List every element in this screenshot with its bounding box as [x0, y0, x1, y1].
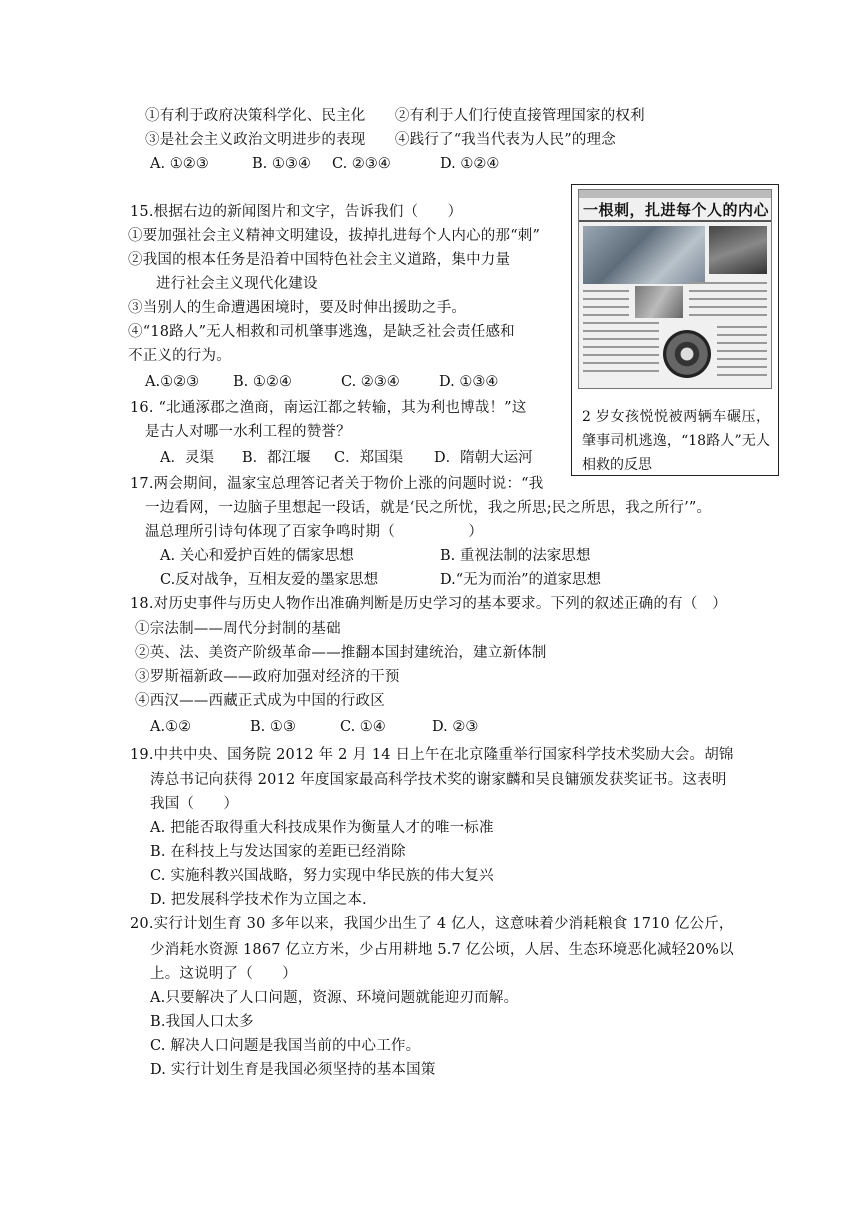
q14-option-b: B. ①③④: [252, 156, 311, 172]
text-column-line: [717, 342, 767, 344]
q17-option-b: B. 重视法制的法家思想: [440, 548, 591, 564]
q15-item-2: ②我国的根本任务是沿着中国特色社会主义道路，集中力量: [128, 252, 511, 268]
q18-item-1: ①宗法制——周代分封制的基础: [135, 621, 341, 637]
q15-item-3: ③当别人的生命遭遇困境时，要及时伸出援助之手。: [128, 300, 467, 316]
q17-line-1: 17.两会期间，温家宝总理答记者关于物价上涨的问题时说：“我: [130, 476, 544, 492]
q17-line-2: 一边看网，一边脑子里想起一段话，就是‘民之所忧，我之所思;民之所思，我之所行’”。: [145, 500, 712, 516]
q16-option-a: A．灵渠: [160, 450, 214, 466]
q20-option-b: B.我国人口太多: [150, 1014, 254, 1030]
q15-options: [145, 372, 545, 392]
text-column-line: [717, 350, 767, 352]
q18-item-2: ②英、法、美资产阶级革命——推翻本国封建统治，建立新体制: [135, 645, 547, 661]
q19-option-b: B. 在科技上与发达国家的差距已经消除: [150, 844, 406, 860]
q16-option-c: C．郑国渠: [334, 450, 404, 466]
q14-option-d: D. ①②④: [440, 156, 500, 172]
q18-options: [150, 717, 550, 737]
q16-option-d: D．隋朝大运河: [434, 450, 533, 466]
q15-item-1: ①要加强社会主义精神文明建设，拔掉扎进每个人内心的那“刺”: [128, 228, 541, 244]
text-column-line: [583, 306, 629, 308]
q20-line-1: 20.实行计划生育 30 多年以来，我国少出生了 4 亿人，这意味着少消耗粮食 1710 亿公斤，: [130, 916, 734, 932]
q14-option-a: A. ①②③: [150, 156, 209, 172]
text-column-line: [583, 298, 629, 300]
q18-option-b: B. ①③: [250, 719, 296, 735]
q15-item-2-cont: 进行社会主义现代化建设: [156, 276, 318, 292]
q15-stem: 15.根据右边的新闻图片和文字，告诉我们（ ）: [130, 204, 463, 220]
q14-line-1: ①有利于政府决策科学化、民主化 ②有利于人们行使直接管理国家的权利: [145, 108, 645, 124]
text-column-line: [583, 314, 629, 316]
q19-option-a: A. 把能否取得重大科技成果作为衡量人才的唯一标准: [150, 820, 494, 836]
q20-option-c: C. 解决人口问题是我国当前的中心工作。: [150, 1038, 421, 1054]
text-column-line: [717, 334, 767, 336]
q20-line-2: 少消耗水资源 1867 亿立方米，少占用耕地 5.7 亿公顷，人居、生态环境恶化减轻20%以: [150, 942, 734, 958]
text-column-line: [689, 298, 767, 300]
q15-item-4-cont: 不正义的行为。: [128, 348, 231, 364]
q15-option-a: A.①②③: [145, 374, 200, 390]
news-photo-side: [709, 226, 767, 274]
q18-option-c: C. ①④: [340, 719, 386, 735]
q14-option-c: C. ②③④: [332, 156, 391, 172]
q19-option-c: C. 实施科教兴国战略，努力实现中华民族的伟大复兴: [150, 868, 494, 884]
q18-stem: 18.对历史事件与历史人物作出准确判断是历史学习的基本要求。下列的叙述正确的有（ ）: [130, 596, 727, 612]
q17-option-c: C.反对战争，互相友爱的墨家思想: [160, 572, 379, 588]
q19-option-d: D. 把发展科学技术作为立国之本.: [150, 892, 367, 908]
q17-options-row-2: [160, 570, 760, 590]
text-column-line: [583, 354, 659, 356]
news-photo: [578, 189, 772, 389]
q20-option-d: D. 实行计划生育是我国必须坚持的基本国策: [150, 1062, 436, 1078]
news-headline: 一根刺，扎进每个人的内心: [583, 201, 770, 219]
news-photo-small: [635, 286, 683, 318]
q19-line-2: 涛总书记向获得 2012 年度国家最高科学技术奖的谢家麟和吴良镛颁发获奖证书。这表明: [150, 772, 727, 788]
q18-item-4: ④西汉——西藏正式成为中国的行政区: [135, 693, 385, 709]
q16-option-b: B．都江堰: [242, 450, 311, 466]
q15-item-4: ④“18路人”无人相救和司机肇事逃逸，是缺乏社会责任感和: [128, 324, 515, 340]
q20-line-3: 上。这说明了（ ）: [150, 966, 297, 982]
q18-item-3: ③罗斯福新政——政府加强对经济的干预: [135, 669, 400, 685]
text-column-line: [583, 338, 659, 340]
newspaper-masthead: [579, 190, 771, 198]
q19-line-3: 我国（ ）: [150, 796, 239, 812]
text-column-line: [689, 290, 767, 292]
q18-option-a: A.①②: [150, 719, 192, 735]
q16-options: [160, 448, 560, 468]
text-column-line: [717, 358, 767, 360]
tire-image: [663, 330, 711, 378]
text-column-line: [717, 326, 767, 328]
news-caption: 2 岁女孩悦悦被两辆车碾压，肇事司机逃逸，“18路人”无人相救的反思: [582, 409, 770, 473]
headline-rule: [579, 220, 771, 222]
text-column-line: [717, 374, 767, 376]
q16-line-1: 16. “北通涿郡之渔商，南运江都之转输，其为利也博哉！”这: [130, 400, 527, 416]
text-column-line: [583, 290, 629, 292]
text-column-line: [583, 330, 659, 332]
q17-options-row-1: [160, 546, 760, 566]
text-column-line: [689, 314, 767, 316]
q17-option-a: A. 关心和爱护百姓的儒家思想: [160, 548, 354, 564]
q14-line-2: ③是社会主义政治文明进步的表现 ④践行了“我当代表为人民”的理念: [145, 132, 616, 148]
q18-option-d: D. ②③: [432, 719, 479, 735]
text-column-line: [583, 370, 659, 372]
q15-option-d: D. ①③④: [439, 374, 499, 390]
text-column-line: [689, 282, 767, 284]
q15-option-c: C. ②③④: [341, 374, 400, 390]
q17-option-d: D.“无为而治”的道家思想: [440, 572, 602, 588]
text-column-line: [717, 366, 767, 368]
text-column-line: [689, 306, 767, 308]
q14-options: [150, 154, 550, 174]
text-column-line: [583, 362, 659, 364]
text-column-line: [583, 346, 659, 348]
q20-option-a: A.只要解决了人口问题，资源、环境问题就能迎刃而解。: [150, 990, 519, 1006]
news-figure: [571, 184, 779, 476]
q19-line-1: 19.中共中央、国务院 2012 年 2 月 14 日上午在北京隆重举行国家科学技术奖励大会。胡锦: [130, 747, 734, 763]
news-photo-main: [583, 226, 705, 284]
q17-line-3: 温总理所引诗句体现了百家争鸣时期（ ）: [145, 524, 484, 540]
q16-line-2: 是古人对哪一水利工程的赞誉？: [145, 424, 351, 440]
q15-option-b: B. ①②④: [233, 374, 292, 390]
text-column-line: [583, 322, 659, 324]
